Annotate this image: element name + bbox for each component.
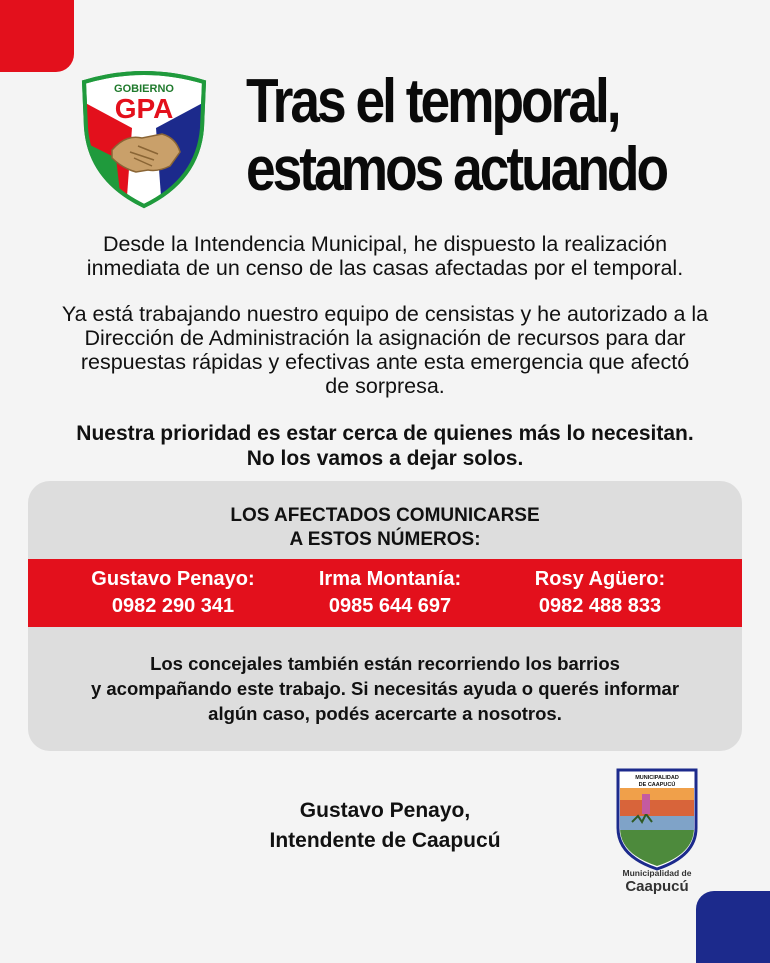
contact-panel-title-line1: LOS AFECTADOS COMUNICARSE bbox=[230, 505, 540, 526]
priority-statement-line2: No los vamos a dejar solos. bbox=[246, 447, 524, 470]
corner-decoration-blue bbox=[696, 891, 770, 963]
detail-paragraph-line4: de sorpresa. bbox=[325, 374, 445, 398]
contact-phone[interactable]: 0985 644 697 bbox=[328, 595, 452, 617]
crest-caption-line1: Municipalidad de bbox=[622, 868, 692, 878]
signature-role: Intendente de Caapucú bbox=[269, 829, 501, 852]
contact-panel-title-line2: A ESTOS NÚMEROS: bbox=[289, 529, 481, 550]
contact-phone[interactable]: 0982 290 341 bbox=[111, 595, 235, 617]
crest-caption-line2: Caapucú bbox=[625, 878, 689, 895]
contact-name: Gustavo Penayo: bbox=[91, 568, 255, 590]
contact-name: Rosy Agüero: bbox=[534, 568, 666, 590]
contact-gustavo-penayo bbox=[60, 566, 286, 620]
priority-statement-line1: Nuestra prioridad es estar cerca de quienes más lo necesitan. bbox=[76, 422, 694, 445]
contact-phone[interactable]: 0982 488 833 bbox=[538, 595, 662, 617]
contact-irma-montania bbox=[290, 566, 490, 620]
intro-paragraph-line1: Desde la Intendencia Municipal, he dispuesto la realización bbox=[102, 232, 668, 256]
page-title bbox=[246, 68, 676, 204]
municipal-crest-icon bbox=[612, 766, 702, 896]
contact-name: Irma Montanía: bbox=[318, 568, 462, 590]
detail-paragraph-line3: respuestas rápidas y efectivas ante esta emergencia que afectó bbox=[80, 350, 690, 374]
signature bbox=[200, 796, 570, 856]
signature-name: Gustavo Penayo, bbox=[299, 799, 471, 822]
page-title-line2: estamos actuando bbox=[246, 135, 667, 204]
gpa-logo-main-text: GPA bbox=[114, 93, 174, 124]
contact-rosy-aguero bbox=[500, 566, 700, 620]
page-title-line1: Tras el temporal, bbox=[246, 67, 619, 136]
councillors-note bbox=[30, 651, 740, 726]
gpa-logo bbox=[76, 68, 212, 210]
gpa-logo-top-text: GOBIERNO bbox=[114, 83, 174, 95]
councillors-note-line3: algún caso, podés acercarte a nosotros. bbox=[208, 703, 562, 724]
councillors-note-line1: Los concejales también están recorriendo los barrios bbox=[150, 653, 620, 674]
crest-badge-line2: DE CAAPUCÚ bbox=[638, 782, 676, 788]
detail-paragraph-line2: Dirección de Administración la asignación de recursos para dar bbox=[84, 326, 686, 350]
detail-paragraph bbox=[30, 302, 740, 398]
intro-paragraph-line2: inmediata de un censo de las casas afectadas por el temporal. bbox=[86, 256, 684, 280]
crest-badge-line1: MUNICIPALIDAD bbox=[635, 775, 679, 781]
intro-paragraph bbox=[30, 232, 740, 280]
detail-paragraph-line1: Ya está trabajando nuestro equipo de censistas y he autorizado a la bbox=[61, 302, 709, 326]
councillors-note-line2: y acompañando este trabajo. Si necesitás ayuda o querés informar bbox=[90, 678, 680, 699]
contact-panel-title bbox=[0, 504, 770, 552]
corner-decoration-red bbox=[0, 0, 74, 72]
priority-statement bbox=[30, 421, 740, 471]
